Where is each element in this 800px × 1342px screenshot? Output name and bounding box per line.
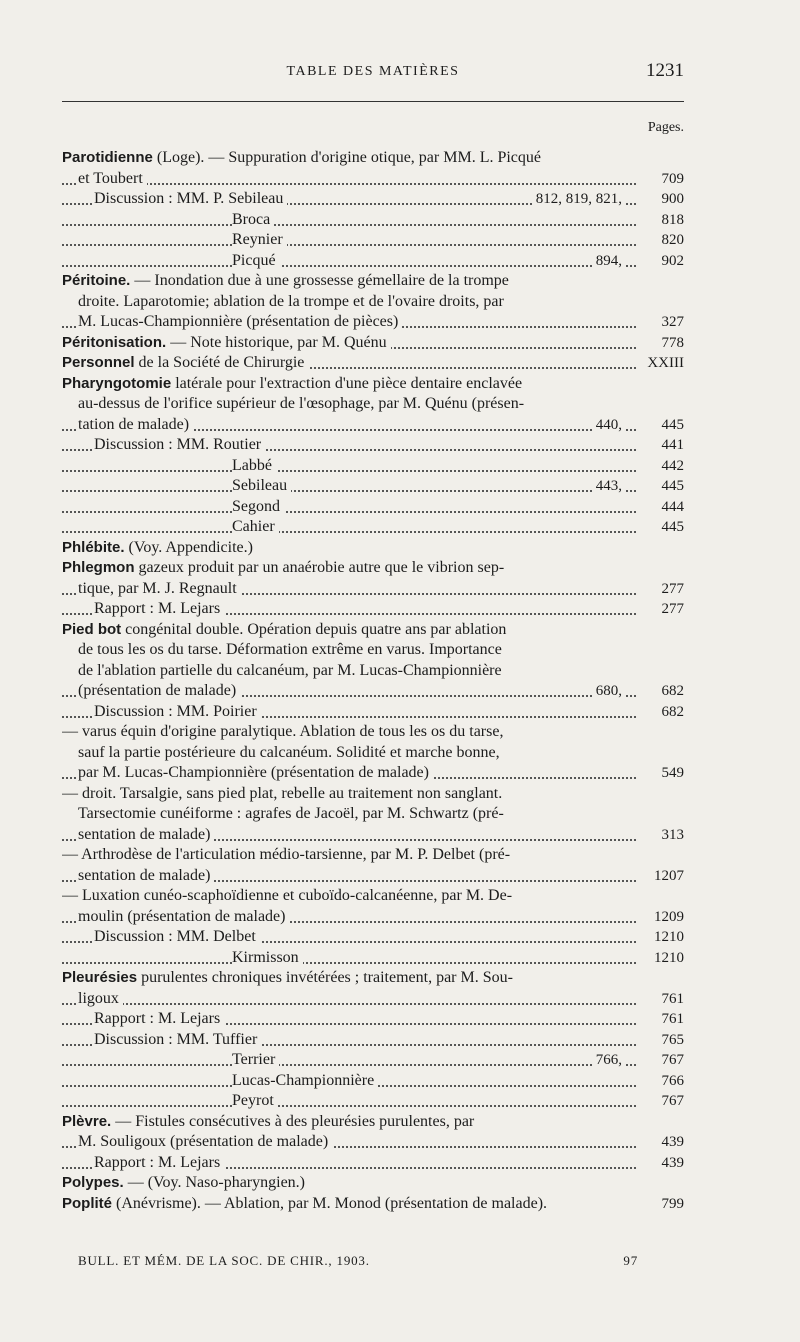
toc-entry-body: — droit. Tarsalgie, sans pied plat, rebelle au traitement non sanglant.	[62, 784, 503, 802]
toc-page-number: 761	[656, 989, 685, 1010]
toc-line	[62, 210, 684, 231]
toc-line	[62, 702, 684, 723]
toc-entry-text	[78, 743, 500, 764]
toc-entry-text	[94, 1030, 261, 1051]
toc-line	[62, 907, 684, 928]
toc-entry-body: Discussion : MM. Tuffier	[94, 1030, 258, 1048]
toc-entry-text	[78, 640, 502, 661]
toc-secondary-pages: 680,	[592, 681, 626, 702]
toc-entry-body: ligoux	[78, 989, 119, 1007]
toc-entry-body: purulentes chroniques invétérées ; traitement, par M. Sou-	[137, 969, 513, 986]
toc-page-number: 761	[656, 1009, 685, 1030]
toc-entry-body: Tarsectomie cunéiforme : agrafes de Jacoël, par M. Schwartz (pré-	[78, 805, 504, 822]
toc-line	[62, 599, 684, 620]
toc-entry-text	[78, 825, 214, 846]
toc-headword: Personnel	[62, 354, 135, 371]
toc-entry-text	[62, 722, 503, 743]
toc-line	[62, 271, 684, 292]
toc-entry-body: Kirmisson	[232, 948, 299, 966]
toc-entry-body: Discussion : MM. Routier	[94, 436, 262, 453]
toc-entry-body: M. Lucas-Championnière (présentation de pièces)	[78, 313, 399, 330]
toc-line	[62, 148, 684, 169]
toc-entry-text	[62, 538, 253, 559]
toc-entry-body: latérale pour l'extraction d'une pièce dentaire enclavée	[171, 374, 523, 392]
toc-line	[62, 497, 684, 518]
toc-headword: Pleurésies	[62, 969, 138, 986]
toc-page-number: XXIII	[641, 353, 684, 374]
toc-entry-body: Discussion : MM. P. Sebileau	[94, 190, 284, 207]
toc-line	[62, 763, 684, 784]
toc-entry-text	[94, 435, 265, 456]
toc-entry-text	[78, 866, 214, 887]
toc-line	[62, 333, 684, 354]
toc-entry-body: Sebileau	[232, 477, 288, 494]
toc-entry-text	[62, 353, 308, 374]
toc-entry-text	[62, 333, 391, 354]
toc-page-number: 445	[656, 517, 685, 538]
toc-entry-body: de l'ablation partielle du calcanéum, par M. Lucas-Championnière	[78, 661, 502, 679]
toc-entry-text	[232, 476, 291, 497]
toc-entry-body: — Note historique, par M. Quénu	[166, 333, 387, 351]
toc-entry-body: Peyrot	[232, 1092, 274, 1109]
toc-entry-body: Picqué	[232, 251, 276, 269]
toc-line	[62, 251, 684, 272]
toc-page-number: 778	[656, 333, 685, 354]
toc-line	[62, 1091, 684, 1112]
toc-entry-text	[232, 497, 284, 518]
toc-line	[62, 681, 684, 702]
toc-entry-text	[232, 210, 274, 231]
toc-entry-text	[232, 517, 279, 538]
toc-page-number: 902	[656, 251, 685, 272]
toc-line	[62, 845, 684, 866]
toc-entry-text	[62, 1112, 474, 1133]
footer-publication: BULL. ET MÉM. DE LA SOC. DE CHIR., 1903.	[78, 1253, 370, 1268]
toc-line	[62, 784, 684, 805]
toc-line	[62, 620, 684, 641]
toc-line	[62, 579, 684, 600]
toc-page-number: 682	[656, 681, 685, 702]
toc-entry-text	[78, 579, 241, 600]
toc-headword: Péritonisation.	[62, 333, 167, 351]
toc-line	[62, 169, 684, 190]
toc-page-number: 1207	[648, 866, 684, 887]
toc-entry-text	[94, 1009, 224, 1030]
toc-page-number: 441	[656, 435, 685, 456]
toc-line	[62, 804, 684, 825]
toc-entry-text	[62, 886, 512, 907]
toc-entry-text	[62, 1173, 305, 1194]
toc-entry-text	[94, 1153, 224, 1174]
toc-entry-body: de la Société de Chirurgie	[134, 354, 305, 371]
toc-entry-text	[94, 599, 224, 620]
toc-entry-text	[78, 292, 504, 313]
toc-entry-body: Broca	[232, 210, 271, 228]
toc-line	[62, 1112, 684, 1133]
toc-entry-text	[94, 927, 260, 948]
toc-entry-text	[62, 1194, 547, 1215]
toc-entry-body: droite. Laparotomie; ablation de la trompe et de l'ovaire droits, par	[78, 292, 504, 310]
toc-entry-text	[94, 189, 287, 210]
toc-entry-body: Lucas-Championnière	[232, 1071, 375, 1089]
toc-line	[62, 435, 684, 456]
toc-headword: Péritoine.	[62, 272, 131, 289]
toc-line	[62, 968, 684, 989]
footer-signature: 97	[623, 1253, 638, 1268]
toc-line	[62, 1009, 684, 1030]
toc-line	[62, 353, 684, 374]
toc-line	[62, 989, 684, 1010]
toc-entry-body: tation de malade)	[78, 415, 190, 433]
toc-page-number: 277	[656, 599, 685, 620]
toc-page-number: 439	[656, 1132, 685, 1153]
toc-entry-body: gazeux produit par un anaérobie autre que le vibrion sep-	[134, 559, 505, 576]
toc-entry-text	[78, 804, 504, 825]
toc-line	[62, 1071, 684, 1092]
toc-entry-body: Labbé	[232, 456, 272, 474]
toc-entry-body: Terrier	[232, 1051, 276, 1068]
toc-entry-text	[232, 1071, 378, 1092]
toc-line	[62, 374, 684, 395]
toc-line	[62, 517, 684, 538]
toc-secondary-pages: 812, 819, 821,	[532, 189, 626, 210]
toc-entry-body: — Arthrodèse de l'articulation médio-tarsienne, par M. P. Delbet (pré-	[62, 846, 511, 863]
toc-page-number: 818	[656, 210, 685, 231]
toc-line	[62, 1132, 684, 1153]
toc-page-number: 442	[656, 456, 685, 477]
toc-entry-text	[62, 620, 506, 641]
toc-line	[62, 866, 684, 887]
toc-page-number: 765	[656, 1030, 685, 1051]
toc-secondary-pages: 443,	[592, 476, 626, 497]
toc-secondary-pages: 894,	[592, 251, 626, 272]
toc-entry-body: moulin (présentation de malade)	[78, 907, 286, 925]
toc-entry-body: par M. Lucas-Championnière (présentation de malade)	[78, 764, 429, 781]
toc-line	[62, 558, 684, 579]
toc-entry-body: sentation de malade)	[78, 866, 211, 884]
header-page-number: 1231	[646, 60, 684, 81]
toc-entry-body: et Toubert	[78, 169, 143, 187]
toc-entry-text	[78, 989, 123, 1010]
toc-entry-text	[232, 230, 287, 251]
toc-entry-body: (Anévrisme). — Ablation, par M. Monod (présentation de malade).	[112, 1194, 548, 1212]
toc-entry-body: sentation de malade)	[78, 825, 211, 843]
toc-entry-text	[62, 374, 522, 395]
toc-page-number: 327	[656, 312, 685, 333]
toc-entry-body: M. Souligoux (présentation de malade)	[78, 1133, 329, 1150]
toc-entry-body: sauf la partie postérieure du calcanéum. Solidité et marche bonne,	[78, 743, 500, 761]
toc-line	[62, 722, 684, 743]
toc-entry-text	[78, 763, 433, 784]
toc-headword: Polypes.	[62, 1174, 124, 1191]
toc-entry-body: Rapport : M. Lejars	[94, 1010, 221, 1027]
toc-line	[62, 1153, 684, 1174]
toc-entry-text	[232, 948, 303, 969]
running-header	[62, 60, 684, 88]
toc-entry-text	[78, 312, 402, 333]
toc-headword: Parotidienne	[62, 149, 153, 166]
toc-line	[62, 927, 684, 948]
toc-page-number: 1209	[648, 907, 684, 928]
toc-line	[62, 394, 684, 415]
toc-entry-body: — varus équin d'origine paralytique. Ablation de tous les os du tarse,	[62, 723, 504, 740]
pages-column-label: Pages.	[647, 120, 684, 135]
toc-page-number: 799	[656, 1194, 685, 1215]
toc-line	[62, 189, 684, 210]
toc-line	[62, 640, 684, 661]
toc-entry-body: (Voy. Appendicite.)	[124, 538, 253, 556]
toc-page-number: 1210	[648, 927, 684, 948]
toc-headword: Poplité	[62, 1194, 113, 1212]
toc-headword: Pharyngotomie	[62, 374, 172, 392]
table-of-contents	[62, 148, 684, 1214]
toc-page-number: 445	[656, 476, 685, 497]
toc-entry-text	[232, 1091, 278, 1112]
toc-line	[62, 230, 684, 251]
toc-line	[62, 743, 684, 764]
toc-line	[62, 948, 684, 969]
toc-entry-text	[78, 1132, 332, 1153]
toc-line	[62, 886, 684, 907]
toc-page-number: 1210	[648, 948, 684, 969]
toc-page-number: 445	[656, 415, 685, 436]
toc-entry-text	[78, 661, 502, 682]
toc-entry-body: Rapport : M. Lejars	[94, 1153, 221, 1171]
toc-entry-text	[62, 845, 510, 866]
toc-entry-text	[78, 394, 524, 415]
toc-entry-body: Discussion : MM. Delbet	[94, 928, 256, 945]
toc-line	[62, 538, 684, 559]
toc-entry-body: — (Voy. Naso-pharyngien.)	[123, 1174, 305, 1191]
toc-entry-body: tique, par M. J. Regnault	[78, 579, 237, 597]
toc-entry-body: Cahier	[232, 518, 275, 535]
toc-line	[62, 825, 684, 846]
toc-page-number: 313	[656, 825, 685, 846]
toc-entry-body: — Luxation cunéo-scaphoïdienne et cuboïdo-calcanéenne, par M. De-	[62, 887, 513, 904]
toc-entry-body: congénital double. Opération depuis quatre ans par ablation	[121, 620, 507, 638]
toc-secondary-pages: 766,	[592, 1050, 626, 1071]
toc-page-number: 767	[656, 1050, 685, 1071]
toc-page-number: 767	[656, 1091, 685, 1112]
toc-page-number: 439	[656, 1153, 685, 1174]
toc-line	[62, 415, 684, 436]
toc-entry-body: au-dessus de l'orifice supérieur de l'œsophage, par M. Quénu (présen-	[78, 395, 525, 412]
toc-line	[62, 312, 684, 333]
page-footer	[78, 1253, 638, 1273]
toc-entry-body: Rapport : M. Lejars	[94, 600, 221, 617]
toc-page-number: 900	[656, 189, 685, 210]
toc-entry-body: (présentation de malade)	[78, 682, 237, 699]
toc-entry-text	[232, 251, 280, 272]
toc-entry-body: — Inondation due à une grossesse gémellaire de la trompe	[130, 272, 509, 289]
toc-entry-text	[78, 681, 240, 702]
toc-entry-text	[232, 1050, 279, 1071]
toc-entry-body: (Loge). — Suppuration d'origine otique, par MM. L. Picqué	[152, 149, 542, 166]
toc-headword: Pied bot	[62, 620, 122, 638]
toc-line	[62, 456, 684, 477]
toc-page-number: 277	[656, 579, 685, 600]
toc-entry-text	[62, 558, 504, 579]
toc-secondary-pages: 440,	[592, 415, 626, 436]
toc-line	[62, 1173, 684, 1194]
toc-entry-text	[62, 271, 509, 292]
toc-entry-text	[62, 148, 541, 169]
toc-entry-text	[78, 415, 193, 436]
toc-line	[62, 661, 684, 682]
header-title: TABLE DES MATIÈRES	[286, 64, 460, 79]
toc-entry-text	[62, 784, 502, 805]
toc-entry-body: Reynier	[232, 231, 283, 248]
toc-entry-text	[94, 702, 261, 723]
toc-page-number: 709	[656, 169, 685, 190]
toc-headword: Phlegmon	[62, 559, 135, 576]
toc-page-number: 766	[656, 1071, 685, 1092]
toc-entry-text	[232, 456, 276, 477]
toc-line	[62, 1030, 684, 1051]
toc-line	[62, 476, 684, 497]
toc-page-number: 444	[656, 497, 685, 518]
toc-entry-text	[78, 169, 147, 190]
toc-entry-body: de tous les os du tarse. Déformation extrême en varus. Importance	[78, 641, 502, 658]
toc-entry-body: Segond	[232, 497, 280, 515]
toc-entry-body: Discussion : MM. Poirier	[94, 702, 257, 720]
toc-entry-text	[78, 907, 289, 928]
toc-line	[62, 1050, 684, 1071]
toc-page-number: 682	[656, 702, 685, 723]
header-rule	[62, 101, 684, 102]
toc-entry-text	[62, 968, 513, 989]
toc-line	[62, 1194, 684, 1215]
toc-headword: Plèvre.	[62, 1112, 112, 1130]
toc-line	[62, 292, 684, 313]
toc-headword: Phlébite.	[62, 538, 125, 556]
toc-page-number: 820	[656, 230, 685, 251]
toc-page-number: 549	[656, 763, 685, 784]
toc-entry-body: — Fistules consécutives à des pleurésies purulentes, par	[111, 1112, 475, 1130]
